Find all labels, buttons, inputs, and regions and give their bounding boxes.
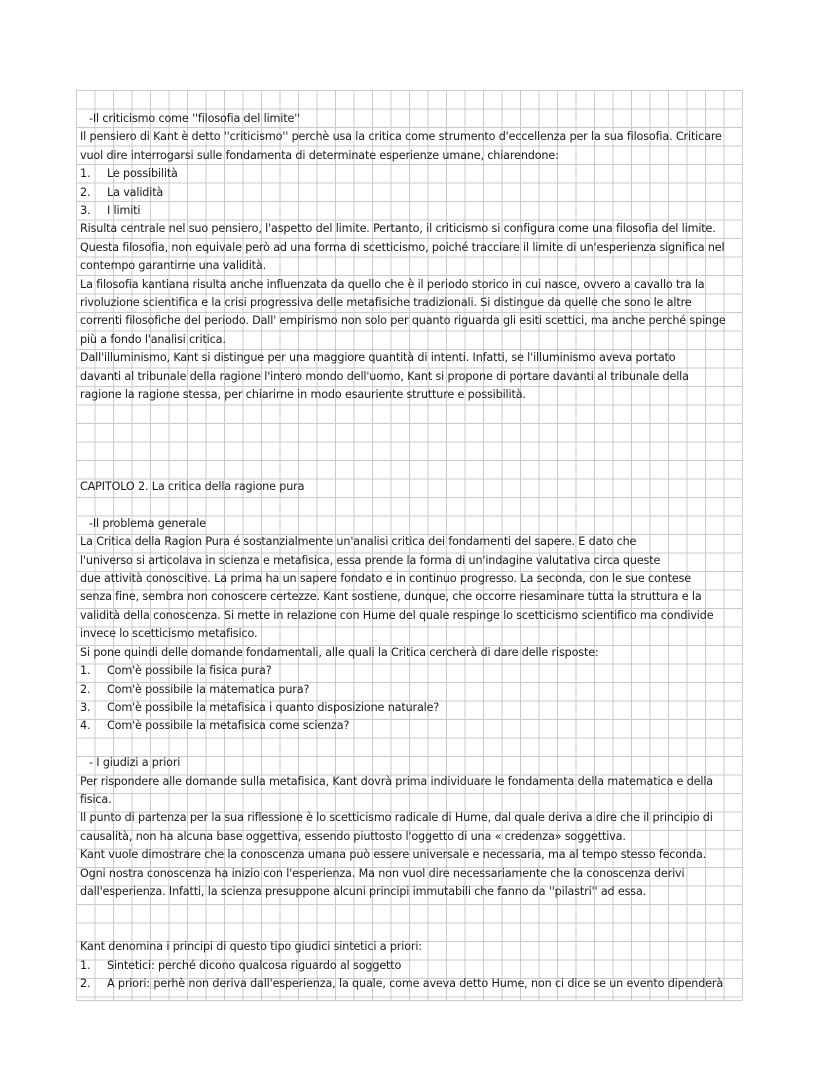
paragraph-line: Questa filosofia, non equivale però ad una forma di scetticismo, poiché tracciare il limite di un'esperienza significa nel xyxy=(80,240,725,254)
paragraph-line: La Critica della Ragion Pura é sostanzialmente un'analisi critica dei fondamenti del sapere. E dato che xyxy=(80,535,637,549)
list-text: Com'è possibile la fisica pura? xyxy=(107,664,272,678)
notes-content xyxy=(80,110,742,993)
blank-line xyxy=(80,736,742,754)
list-item xyxy=(80,699,742,717)
paragraph-line: causalità, non ha alcuna base oggettiva, essendo piuttosto l'oggetto di una « credenza» soggettiva. xyxy=(80,829,626,843)
list-text: I limiti xyxy=(107,204,141,218)
blank-line xyxy=(80,460,742,478)
list-number: 2. xyxy=(80,976,91,990)
list-number: 4. xyxy=(80,719,91,733)
section-heading-giudizi: - I giudizi a priori xyxy=(89,756,181,770)
paragraph-line: La filosofia kantiana risulta anche influenzata da quello che è il periodo storico in cui nasce, ovvero a cavallo tra la xyxy=(80,277,705,291)
paragraph-line: Per rispondere alle domande sulla metafisica, Kant dovrà prima individuare le fondamenta della matematica e della xyxy=(80,774,713,788)
blank-line xyxy=(80,496,742,514)
paragraph-line: vuol dire interrogarsi sulle fondamenta di determinate esperienze umane, chiarendone: xyxy=(80,148,559,162)
paragraph-line: l'universo si articolava in scienza e metafisica, essa prende la forma di un'indagine valutativa circa queste xyxy=(80,553,661,567)
list-item xyxy=(80,717,742,735)
list-item xyxy=(80,975,742,993)
paragraph-line: Risulta centrale nel suo pensiero, l'aspetto del limite. Pertanto, il criticismo si configura come una filosofia del limite. xyxy=(80,222,716,236)
paragraph-line: Ogni nostra conoscenza ha inizio con l'esperienza. Ma non vuol dire necessariamente che la conoscenza derivi xyxy=(80,866,685,880)
list-item xyxy=(80,202,742,220)
chapter-title: CAPITOLO 2. La critica della ragione pura xyxy=(80,480,305,494)
list-number: 1. xyxy=(80,664,91,678)
paragraph-line: dall'esperienza. Infatti, la scienza presuppone alcuni principi immutabili che fanno da ''pilastri'' ad essa. xyxy=(80,884,647,898)
paragraph-line: Kant denomina i principi di questo tipo giudici sintetici a priori: xyxy=(80,940,422,954)
section-heading-problema: -Il problema generale xyxy=(89,516,206,530)
paragraph-line: davanti al tribunale della ragione l'intero mondo dell'uomo, Kant si propone di portare davanti al tribunale della xyxy=(80,369,689,383)
list-text: La validità xyxy=(107,185,164,199)
list-number: 2. xyxy=(80,682,91,696)
blank-line xyxy=(80,405,742,423)
list-number: 1. xyxy=(80,167,91,181)
paragraph-line: Kant vuole dimostrare che la conoscenza umana può essere universale e necessaria, ma al tempo stesso feconda. xyxy=(80,848,707,862)
list-item xyxy=(80,681,742,699)
paragraph-line: due attività conoscitive. La prima ha un sapere fondato e in continuo progresso. La seconda, con le sue contese xyxy=(80,572,691,586)
list-item xyxy=(80,957,742,975)
list-text: Sintetici: perché dicono qualcosa riguardo al soggetto xyxy=(107,958,402,972)
list-text: Com'è possibile la matematica pura? xyxy=(107,682,310,696)
blank-line xyxy=(80,441,742,459)
section-heading-criticismo: -Il criticismo come ''filosofia del limite'' xyxy=(89,112,301,125)
paragraph-line: correnti filosofiche del periodo. Dall' empirismo non solo per quanto riguarda gli esiti scettici, ma anche perché spinge xyxy=(80,314,726,328)
paragraph-line: contempo garantirne una validità. xyxy=(80,259,267,273)
paragraph-line: Si pone quindi delle domande fondamentali, alle quali la Critica cercherà di dare delle risposte: xyxy=(80,645,599,659)
paragraph-line: Il pensiero di Kant è detto ''criticismo'' perchè usa la critica come strumento d'eccellenza per la sua filosofia. Criticare xyxy=(80,130,722,144)
list-text: A priori: perhè non deriva dall'esperienza, la quale, come aveva detto Hume, non ci dice se un evento dipenderà xyxy=(107,976,724,990)
paragraph-line: rivoluzione scientifica e la crisi progressiva delle metafisiche tradizionali. Si distingue da quelle che sono le altre xyxy=(80,296,692,310)
paragraph-line: fisica. xyxy=(80,792,112,806)
list-number: 1. xyxy=(80,958,91,972)
paragraph-line: invece lo scetticismo metafisico. xyxy=(80,627,258,641)
list-text: Com'è possibile la metafisica come scienza? xyxy=(107,719,350,733)
blank-line xyxy=(80,423,742,441)
list-text: Com'è possibile la metafisica i quanto disposizione naturale? xyxy=(107,700,440,714)
blank-line xyxy=(80,901,742,919)
paragraph-line: Il punto di partenza per la sua riflessione è lo scetticismo radicale di Hume, dal quale deriva a dire che il principio di xyxy=(80,811,713,825)
list-text: Le possibilità xyxy=(107,167,178,181)
list-number: 3. xyxy=(80,204,91,218)
list-item xyxy=(80,165,742,183)
paragraph-line: senza fine, sembra non conoscere certezze. Kant sostiene, dunque, che occorre riesaminare tutta la struttura e la xyxy=(80,590,702,604)
list-number: 3. xyxy=(80,700,91,714)
paragraph-line: Dall'illuminismo, Kant si distingue per una maggiore quantità di intenti. Infatti, se l'illuminismo aveva portato xyxy=(80,351,676,365)
list-item xyxy=(80,184,742,202)
list-item xyxy=(80,662,742,680)
paragraph-line: più a fondo l'analisi critica. xyxy=(80,332,226,346)
paragraph-line: validità della conoscenza. Si mette in relazione con Hume del quale respinge lo scetticismo scientifico ma condivide xyxy=(80,608,714,622)
paragraph-line: ragione la ragione stessa, per chiarirne in modo esauriente strutture e possibilità. xyxy=(80,388,526,402)
blank-line xyxy=(80,920,742,938)
list-number: 2. xyxy=(80,185,91,199)
